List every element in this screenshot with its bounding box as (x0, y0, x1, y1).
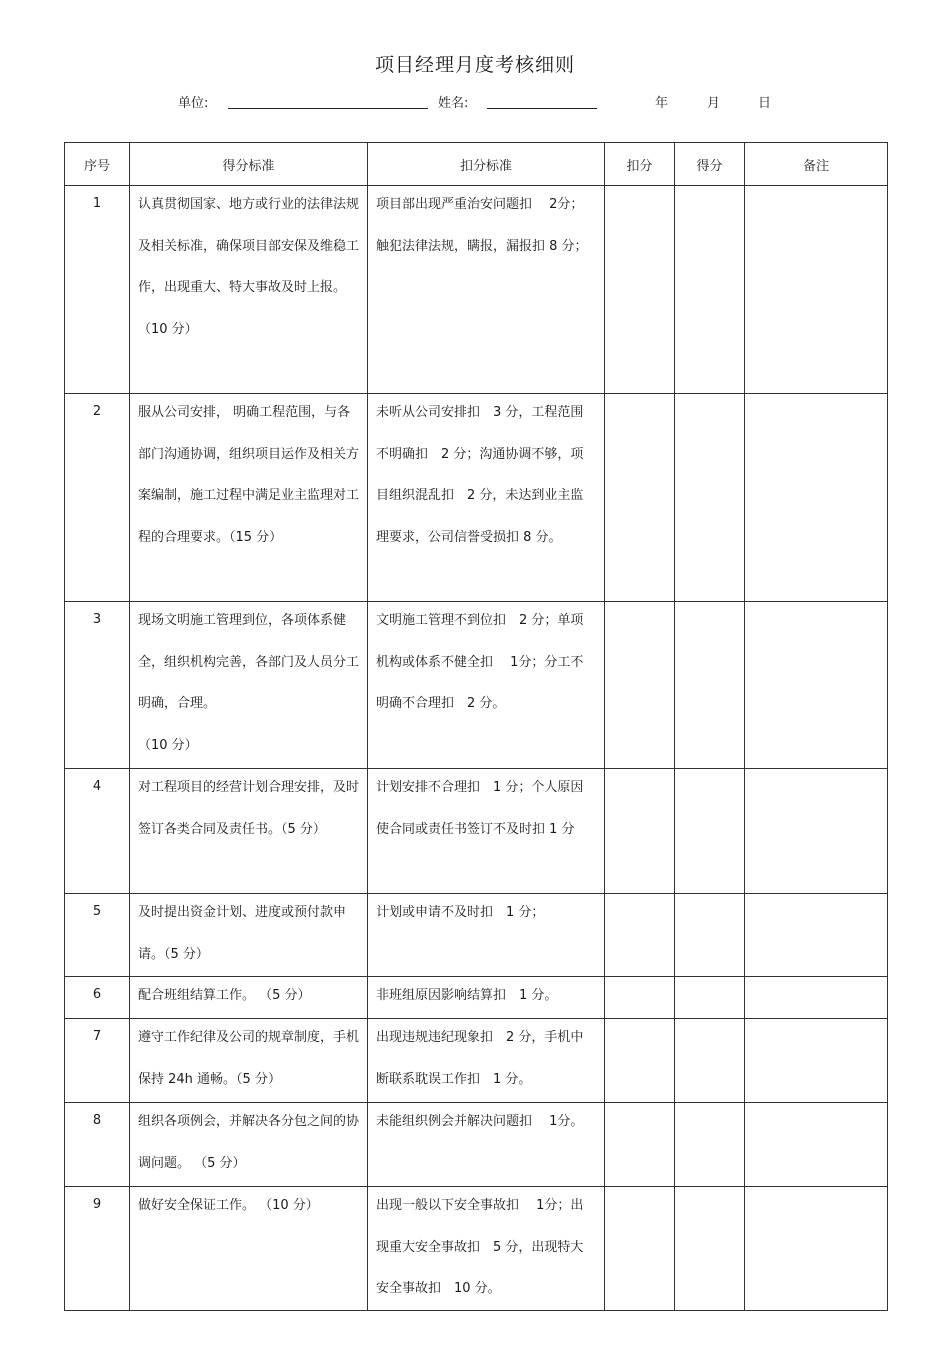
row-deduct-cell[interactable] (605, 894, 675, 977)
table-row (65, 894, 888, 977)
row-seq: 3 (65, 602, 130, 769)
row-score-standard-text: 认真贯彻国家、地方或行业的法律法规及相关标准，确保项目部安保及维稳工作，出现重大、特大事故及时上报。 （10 分） (138, 197, 360, 337)
row-score-standard (130, 1103, 368, 1187)
row-deduct-standard-text: 未听从公司安排扣 3 分，工程范围不明确扣 2 分；沟通协调不够，项目组织混乱扣 2 分，未达到业主监理要求，公司信誉受损扣 8 分。 (376, 405, 584, 545)
header-deduct: 扣分 (605, 143, 675, 186)
row-seq: 5 (65, 894, 130, 977)
row-deduct-cell[interactable] (605, 977, 675, 1019)
row-score-cell[interactable] (675, 977, 745, 1019)
header-remark: 备注 (745, 143, 888, 186)
row-score-cell[interactable] (675, 1103, 745, 1187)
header-seq: 序号 (65, 143, 130, 186)
document-title: 项目经理月度考核细则 (374, 54, 575, 76)
row-score-standard (130, 977, 368, 1019)
row-score-standard-text: 现场文明施工管理到位，各项体系健全，组织机构完善，各部门及人员分工明确，合理。 （10 分） (138, 613, 360, 753)
row-deduct-cell[interactable] (605, 1019, 675, 1103)
row-score-standard-text: 及时提出资金计划、进度或预付款申请。（5 分） (138, 905, 347, 962)
header-info-row (0, 90, 950, 114)
row-deduct-standard-text: 计划安排不合理扣 1 分；个人原因使合同或责任书签订不及时扣 1 分 (376, 780, 584, 837)
row-score-cell[interactable] (675, 894, 745, 977)
row-deduct-cell[interactable] (605, 186, 675, 394)
row-remark-cell[interactable] (745, 186, 888, 394)
row-deduct-standard (368, 186, 605, 394)
unit-blank-line[interactable] (228, 108, 428, 109)
row-remark-cell[interactable] (745, 894, 888, 977)
row-score-cell[interactable] (675, 186, 745, 394)
row-deduct-standard-text: 非班组原因影响结算扣 1 分。 (376, 988, 558, 1003)
row-deduct-standard (368, 394, 605, 602)
table-row (65, 769, 888, 894)
row-deduct-standard-text: 出现违规违纪现象扣 2 分，手机中断联系耽误工作扣 1 分。 (376, 1030, 584, 1087)
row-score-cell[interactable] (675, 1019, 745, 1103)
row-deduct-standard (368, 1187, 605, 1311)
row-deduct-standard-text: 未能组织例会并解决问题扣 1分。 (376, 1114, 584, 1129)
row-score-cell[interactable] (675, 394, 745, 602)
year-label: 年 (655, 96, 669, 111)
row-deduct-cell[interactable] (605, 394, 675, 602)
name-blank-line[interactable] (487, 108, 597, 109)
row-score-cell[interactable] (675, 1187, 745, 1311)
row-score-standard (130, 602, 368, 769)
row-remark-cell[interactable] (745, 394, 888, 602)
header-deduct-standard: 扣分标准 (368, 143, 605, 186)
row-remark-cell[interactable] (745, 769, 888, 894)
row-score-standard-text: 配合班组结算工作。 （5 分） (138, 988, 311, 1003)
row-remark-cell[interactable] (745, 1187, 888, 1311)
row-deduct-standard-text: 文明施工管理不到位扣 2 分；单项机构或体系不健全扣 1分；分工不明确不合理扣 2 分。 (376, 613, 584, 712)
row-seq: 8 (65, 1103, 130, 1187)
row-remark-cell[interactable] (745, 977, 888, 1019)
row-seq: 9 (65, 1187, 130, 1311)
table-row (65, 602, 888, 769)
row-deduct-cell[interactable] (605, 602, 675, 769)
row-score-standard-text: 服从公司安排， 明确工程范围，与各部门沟通协调，组织项目运作及相关方案编制，施工过程中满足业主监理对工程的合理要求。（15 分） (138, 405, 360, 545)
table-row (65, 186, 888, 394)
row-deduct-standard (368, 1019, 605, 1103)
row-seq: 4 (65, 769, 130, 894)
row-score-standard (130, 1019, 368, 1103)
assessment-table (64, 142, 888, 1311)
row-deduct-standard (368, 769, 605, 894)
table-row (65, 1103, 888, 1187)
header-score: 得分 (675, 143, 745, 186)
row-seq: 7 (65, 1019, 130, 1103)
row-remark-cell[interactable] (745, 1103, 888, 1187)
row-score-standard (130, 894, 368, 977)
row-score-standard-text: 对工程项目的经营计划合理安排，及时签订各类合同及责任书。（5 分） (138, 780, 360, 837)
row-score-cell[interactable] (675, 769, 745, 894)
unit-label: 单位: (178, 96, 209, 111)
table-row (65, 1019, 888, 1103)
header-score-standard: 得分标准 (130, 143, 368, 186)
row-score-standard-text: 组织各项例会，并解决各分包之间的协调问题。 （5 分） (138, 1114, 360, 1171)
month-label: 月 (707, 96, 721, 111)
row-deduct-standard-text: 项目部出现严重治安问题扣 2分；触犯法律法规，瞒报，漏报扣 8 分； (376, 197, 588, 254)
row-remark-cell[interactable] (745, 602, 888, 769)
day-label: 日 (758, 96, 772, 111)
row-score-cell[interactable] (675, 602, 745, 769)
row-deduct-cell[interactable] (605, 1187, 675, 1311)
row-seq: 6 (65, 977, 130, 1019)
row-seq: 1 (65, 186, 130, 394)
row-score-standard (130, 394, 368, 602)
name-label: 姓名: (438, 96, 469, 111)
row-score-standard (130, 186, 368, 394)
row-deduct-standard (368, 894, 605, 977)
table-header-row (65, 143, 888, 186)
row-deduct-standard (368, 1103, 605, 1187)
row-remark-cell[interactable] (745, 1019, 888, 1103)
row-score-standard-text: 做好安全保证工作。 （10 分） (138, 1198, 319, 1213)
table-row (65, 1187, 888, 1311)
row-deduct-standard (368, 602, 605, 769)
row-deduct-standard-text: 计划或申请不及时扣 1 分； (376, 905, 545, 920)
row-deduct-cell[interactable] (605, 1103, 675, 1187)
row-score-standard-text: 遵守工作纪律及公司的规章制度，手机保持 24h 通畅。（5 分） (138, 1030, 360, 1087)
row-deduct-standard (368, 977, 605, 1019)
table-row (65, 977, 888, 1019)
table-row (65, 394, 888, 602)
row-deduct-standard-text: 出现一般以下安全事故扣 1分；出现重大安全事故扣 5 分，出现特大安全事故扣 10 分。 (376, 1198, 584, 1297)
row-seq: 2 (65, 394, 130, 602)
row-score-standard (130, 1187, 368, 1311)
row-score-standard (130, 769, 368, 894)
row-deduct-cell[interactable] (605, 769, 675, 894)
